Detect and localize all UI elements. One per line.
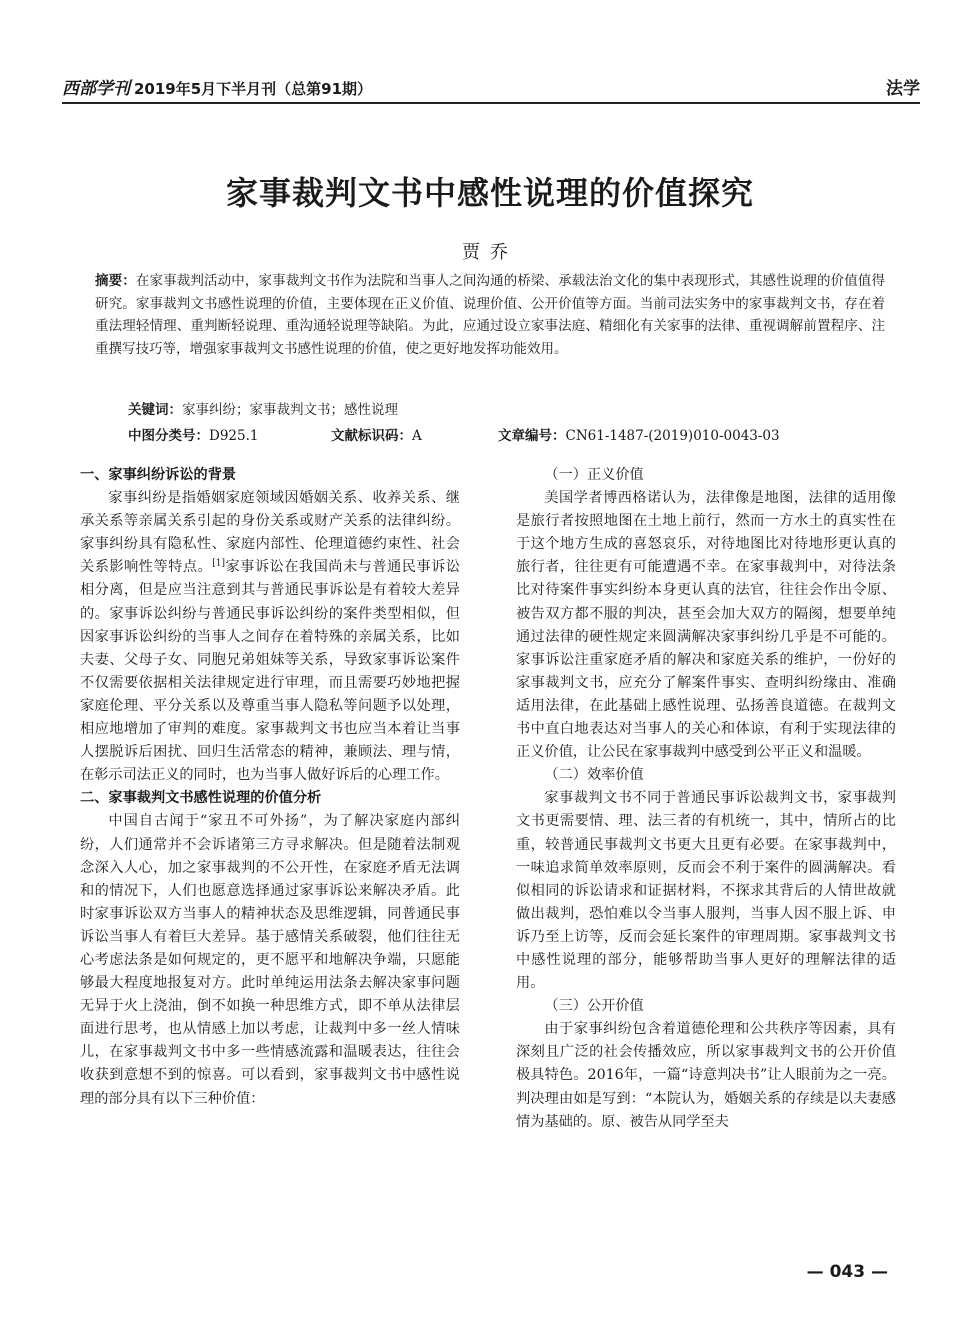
abstract-text: 在家事裁判活动中，家事裁判文书作为法院和当事人之间沟通的桥梁、承载法治文化的集中表现形式，其感性说理的价值值得研究。家事裁判文书感性说理的价值，主要体现在正义价值、说理价值、公开价值等方面。当前司法实务中的家事裁判文书，存在着重法理轻情理、重判断轻说理、重沟通轻说理等缺陷。为此，应通过设立家事法庭、精细化有关家事的法律、重视调解前置程序、注重撰写技巧等，增强家事裁判文书感性说理的价值，使之更好地发挥功能效用。 [95, 273, 886, 357]
body-paragraph: 家事裁判文书不同于普通民事诉讼裁判文书，家事裁判文书更需要情、理、法三者的有机统一，其中，情所占的比重，较普通民事裁判文书更大且更有必要。在家事裁判中，一味追求简单效率原则，反而会不利于案件的圆满解决。看似相同的诉讼请求和证据材料，不探求其背后的人情世故就做出裁判，恐怕难以令当事人服判，当事人因不服上诉、申诉乃至上访等，反而会延长案件的审理周期。家事裁判文书中感性说理的部分，能够帮助当事人更好的理解法律的适用。 [516, 790, 896, 992]
body-paragraph: 家事纠纷是指婚姻家庭领域因婚姻关系、收养关系、继承关系等亲属关系引起的身份关系或财产关系的法律纠纷。家事纠纷具有隐私性、家庭内部性、伦理道德约束性、社会关系影响性等特点。[1]家事诉讼在我国尚未与普通民事诉讼相分离，但是应当注意到其与普通民事诉讼是有着较大差异的。家事诉讼纠纷与普通民事诉讼纠纷的案件类型相似，但因家事诉讼纠纷的当事人之间存在着特殊的亲属关系，比如夫妻、父母子女、同胞兄弟姐妹等关系，导致家事诉讼案件不仅需要依据相关法律规定进行审理，而且需要巧妙地把握家庭伦理、平分关系以及尊重当事人隐私等问题予以处理，相应地增加了审判的难度。家事裁判文书也应当本着让当事人摆脱诉后困扰、回归生活常态的精神，兼顾法、理与情，在彰示司法正义的同时，也为当事人做好诉后的心理工作。 [80, 490, 460, 784]
section-heading-2: 二、家事裁判文书感性说理的价值分析 [80, 790, 322, 807]
clc-number: 中图分类号：D925.1 [128, 428, 259, 444]
abstract [95, 270, 885, 360]
reference-mark: [1] [212, 558, 225, 569]
article-title: 家事裁判文书中感性说理的价值探究 [225, 174, 754, 212]
body-paragraph: 由于家事纠纷包含着道德伦理和公共秩序等因素，具有深刻且广泛的社会传播效应，所以家事裁判文书的公开价值极具特色。2016年，一篇“诗意判决书”让人眼前为之一亮。判决理由如是写到：“本院认为，婚姻关系的存续是以夫妻感情为基础的。原、被告从同学至夫 [516, 1021, 896, 1130]
keywords [128, 399, 885, 421]
section-label: 法学 [886, 79, 920, 99]
subsection-heading-1: （一）正义价值 [544, 467, 644, 483]
document-code: 文献标识码：A [331, 428, 422, 444]
issue-info: 2019年5月下半月刊（总第91期） [134, 80, 373, 98]
keywords-text: 家事纠纷；家事裁判文书；感性说理 [182, 402, 398, 418]
classification-row [128, 425, 885, 447]
body-column-left [80, 464, 460, 1111]
journal-brand: 西部学刊 [62, 79, 130, 99]
author-name: 贾乔 [462, 242, 518, 263]
keywords-label: 关键词： [128, 402, 182, 418]
page-number: — 043 — [806, 1262, 888, 1282]
journal-issue [62, 74, 372, 99]
section-heading-1: 一、家事纠纷诉讼的背景 [80, 467, 237, 483]
abstract-label: 摘要： [95, 273, 136, 289]
subsection-heading-2: （二）效率价值 [544, 767, 644, 784]
running-header [62, 70, 920, 104]
article-number: 文章编号：CN61-1487-(2019)010-0043-03 [498, 428, 780, 444]
body-paragraph: 美国学者博西格诺认为，法律像是地图，法律的适用像是旅行者按照地图在土地上前行，然而一方水土的真实性在于这个地方生成的喜怒哀乐，对待地图比对待地形更认真的旅行者，往往更有可能遭遇不幸。在家事裁判中，对待法条比对待案件事实纠纷本身更认真的法官，往往会作出令原、被告双方都不服的判决，甚至会加大双方的隔阂，想要单纯通过法律的硬性规定来圆满解决家事纠纷几乎是不可能的。家事诉讼注重家庭矛盾的解决和家庭关系的维护，一份好的家事裁判文书，应充分了解案件事实、查明纠纷缘由、准确适用法律，在此基础上感性说理、弘扬善良道德。在裁判文书中直白地表达对当事人的关心和体谅，有利于实现法律的正义价值，让公民在家事裁判中感受到公平正义和温暖。 [516, 490, 896, 761]
subsection-heading-3: （三）公开价值 [544, 998, 644, 1015]
body-column-right [516, 464, 896, 1134]
body-paragraph: 中国自古闻于“家丑不可外扬”，为了解决家庭内部纠纷，人们通常并不会诉诸第三方寻求解决。但是随着法制观念深入人心，加之家事裁判的不公开性，在家庭矛盾无法调和的情况下，人们也愿意选择通过家事诉讼来解决矛盾。此时家事诉讼双方当事人的精神状态及思维逻辑，同普通民事诉讼当事人有着巨大差异。基于感情关系破裂，他们往往无心考虑法条是如何规定的，更不愿平和地解决争端，只愿能够最大程度地报复对方。此时单纯运用法条去解决家事问题无异于火上浇油，倒不如换一种思维方式，即不单从法律层面进行思考，也从情感上加以考虑，让裁判中多一丝人情味儿，在家事裁判文书中多一些情感流露和温暖表达，往往会收获到意想不到的惊喜。可以看到，家事裁判文书中感性说理的部分具有以下三种价值： [80, 813, 460, 1107]
